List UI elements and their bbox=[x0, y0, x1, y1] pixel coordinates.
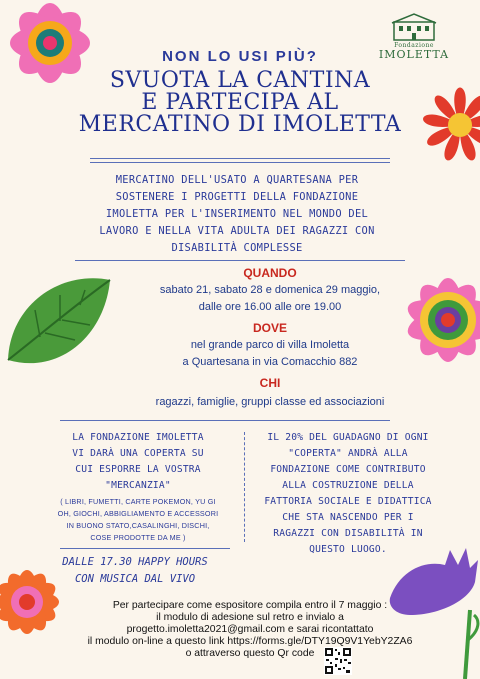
proceeds-line: RAGAZZI CON DISABILITÀ IN bbox=[273, 528, 423, 539]
title-line: SVUOTA LA CANTINA bbox=[109, 68, 371, 93]
villa-icon bbox=[390, 12, 438, 42]
intro-line: LAVORO E NELLA VITA ADULTA DEI RAGAZZI CON bbox=[99, 225, 375, 237]
divider bbox=[90, 162, 390, 163]
divider bbox=[75, 260, 405, 261]
intro-line: IMOLETTA PER L'INSERIMENTO NEL MONDO DEL bbox=[105, 208, 369, 220]
dove-line: nel grande parco di villa Imoletta bbox=[190, 339, 350, 351]
items-list bbox=[38, 496, 238, 544]
dove-text bbox=[0, 337, 480, 371]
logo-line-1: Fondazione bbox=[394, 42, 434, 49]
logo-line-2: IMOLETTA bbox=[378, 48, 450, 61]
proceeds-line: FONDAZIONE COME CONTRIBUTO bbox=[270, 464, 426, 475]
intro-paragraph bbox=[72, 172, 402, 257]
quando-line: dalle ore 16.00 alle ore 19.00 bbox=[198, 301, 342, 313]
items-line: IN BUONO STATO,CASALINGHI, DISCHI, bbox=[66, 521, 210, 530]
blanket-line: CUI ESPORRE LA VOSTRA bbox=[75, 464, 201, 475]
page-title bbox=[60, 70, 420, 136]
column-divider bbox=[244, 432, 246, 542]
divider bbox=[90, 158, 390, 159]
title-line: E PARTECIPA AL bbox=[141, 90, 339, 115]
chi-text bbox=[0, 394, 480, 411]
blanket-line: VI DARÀ UNA COPERTA SU bbox=[72, 448, 204, 459]
blanket-info bbox=[38, 430, 238, 544]
quando-line: sabato 21, sabato 28 e domenica 29 maggio, bbox=[159, 284, 381, 296]
quando-text bbox=[0, 282, 480, 316]
happy-line: CON MUSICA DAL VIVO bbox=[74, 573, 196, 585]
divider bbox=[60, 548, 230, 549]
footer-line: progetto.imoletta2021@gmail.com e sarai ricontattato bbox=[126, 624, 374, 635]
items-line: ( LIBRI, FUMETTI, CARTE POKEMON, YU GI bbox=[60, 497, 216, 506]
quando-heading: QUANDO bbox=[243, 266, 297, 280]
proceeds-line: QUESTO LUOGO. bbox=[309, 544, 387, 555]
footer-line: il modulo on-line a questo link https://forms.gle/DTY19Q9V1YebY2ZA6 bbox=[87, 636, 413, 647]
footer-line: il modulo di adesione sul retro e invialo a bbox=[156, 612, 344, 623]
chi-heading: CHI bbox=[259, 376, 281, 390]
proceeds-line: CHE STA NASCENDO PER I bbox=[282, 512, 414, 523]
items-line: COSE PRODOTTE DA ME ) bbox=[90, 533, 186, 542]
intro-line: MERCATINO DELL'USATO A QUARTESANA PER bbox=[115, 174, 359, 186]
happy-line: DALLE 17.30 HAPPY HOURS bbox=[62, 556, 208, 568]
participation-info bbox=[30, 600, 470, 660]
proceeds-line: FATTORIA SOCIALE E DIDATTICA bbox=[264, 496, 432, 507]
intro-line: DISABILITÀ COMPLESSE bbox=[171, 242, 303, 254]
chi-line: ragazzi, famiglie, gruppi classe ed associazioni bbox=[155, 396, 385, 408]
proceeds-line: "COPERTA" ANDRÀ ALLA bbox=[288, 448, 408, 459]
divider bbox=[60, 420, 390, 421]
intro-line: SOSTENERE I PROGETTI DELLA FONDAZIONE bbox=[115, 191, 359, 203]
proceeds-line: ALLA COSTRUZIONE DELLA bbox=[282, 480, 414, 491]
dove-line: a Quartesana in via Comacchio 882 bbox=[182, 356, 358, 368]
items-line: OH, GIOCHI, ABBIGLIAMENTO E ACCESSORI bbox=[57, 509, 219, 518]
title-line: MERCATINO DI IMOLETTA bbox=[78, 112, 402, 137]
dove-heading: DOVE bbox=[252, 321, 287, 335]
footer-line: Per partecipare come espositore compila entro il 7 maggio : bbox=[112, 600, 388, 611]
happy-hour bbox=[40, 554, 230, 588]
blanket-line: "MERCANZIA" bbox=[105, 480, 171, 491]
footer-line: o attraverso questo Qr code bbox=[185, 648, 315, 659]
blanket-line: LA FONDAZIONE IMOLETTA bbox=[72, 432, 204, 443]
kicker-text: NON LO USI PIÙ? bbox=[162, 48, 318, 65]
qr-code-icon[interactable] bbox=[324, 647, 352, 675]
proceeds-line: IL 20% DEL GUADAGNO DI OGNI bbox=[267, 432, 429, 443]
proceeds-info bbox=[248, 430, 448, 558]
